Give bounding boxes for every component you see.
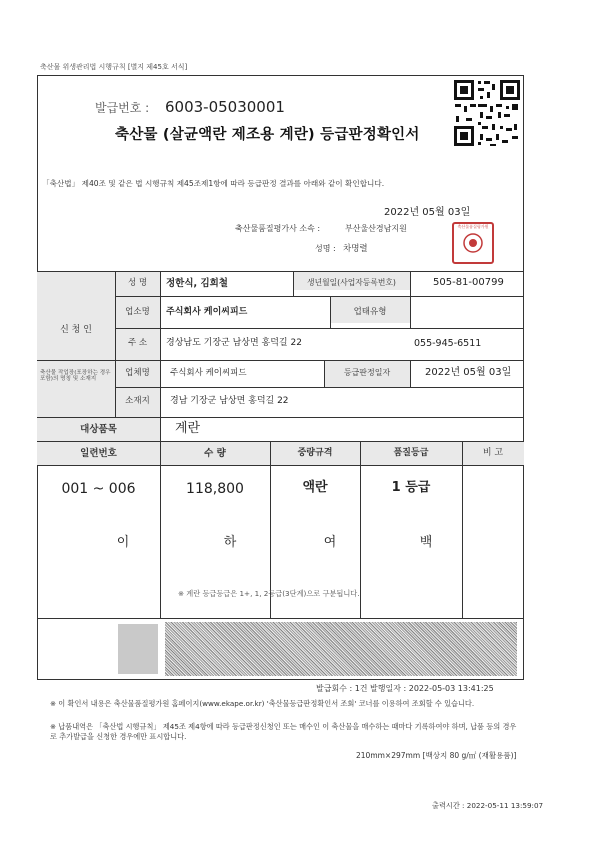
footnote-2: ※ 납품내역은 「축산법 시행규칙」 제45조 제4항에 따라 등급판정신청인 또는 매수인 이 축산물을 매수하는 때마다 기록하여야 하며, 납품 등의 경우로 추가발급을 신청한 경우에만 표시합니다. <box>50 722 517 742</box>
address-label: 주 소 <box>127 338 148 348</box>
seal-mark-icon <box>454 224 492 262</box>
footnote-1: ※ 이 확인서 내용은 축산물품질평가원 홈페이지(www.ekape.or.kr) '축산물등급판정확인서 조회' 코너를 이용하여 조회할 수 있습니다. <box>50 699 475 708</box>
location-value: 경남 기장군 남상면 홍덕길 22 <box>170 396 289 406</box>
birth-value: 505-81-00799 <box>433 277 504 288</box>
form-header: 축산물 위생관리법 시행규칙 [별지 제45호 서식] <box>40 63 188 71</box>
item-label: 대상품목 <box>80 424 117 435</box>
seal-text: 축산물품질평가원 <box>457 224 489 229</box>
grader-name-label: 성명 : <box>315 244 336 253</box>
business-label: 업소명 <box>125 307 150 317</box>
col-header-serial: 일련번호 <box>80 448 117 459</box>
phone-value: 055-945-6511 <box>414 338 482 349</box>
row-quantity: 118,800 <box>186 481 244 497</box>
business-type-label: 업태유형 <box>353 307 387 317</box>
official-seal <box>452 222 494 264</box>
page-title: 축산물 (살균액란 제조용 계란) 등급판정확인서 <box>115 127 420 143</box>
applicant-name: 정한식, 김희철 <box>166 278 228 289</box>
print-time: 출력시간 : 2022-05-11 13:59:07 <box>432 801 544 810</box>
name-label: 성 명 <box>127 278 148 288</box>
row-grade: 1 등급 <box>391 480 431 495</box>
blank-marker-3: 여 <box>323 535 337 550</box>
grade-note: ※ 계란 등급등급은 1+, 1, 2등급(3단계)으로 구분됩니다. <box>178 589 360 598</box>
paper-spec: 210mm×297mm [백상지 80 g/㎡ (재활용품)] <box>356 751 517 760</box>
address-value: 경상남도 기장군 남상면 홍덕길 22 <box>166 338 302 348</box>
col-header-note: 비 고 <box>482 448 504 458</box>
blank-marker-4: 백 <box>419 535 433 550</box>
facility-name: 주식회사 케이씨피드 <box>170 368 247 378</box>
birth-label: 생년월일(사업자등록번호) <box>307 278 396 287</box>
grader-affiliation: 부산울산경남지원 <box>345 224 407 233</box>
qr-code <box>452 78 522 148</box>
row-serial: 001 ~ 006 <box>61 481 136 497</box>
security-pattern <box>165 622 517 676</box>
location-label: 소재지 <box>125 396 150 406</box>
applicant-section-label: 신 청 인 <box>60 325 92 335</box>
col-header-weight: 중량규격 <box>297 448 333 458</box>
col-header-grade: 품질등급 <box>393 448 429 458</box>
grader-name: 차명렬 <box>343 244 368 254</box>
col-header-quantity: 수 량 <box>204 448 226 459</box>
issue-number-label: 발급번호 : <box>95 101 150 115</box>
stamp-image <box>118 624 158 674</box>
grading-date-label: 등급판정일자 <box>343 368 391 377</box>
issue-number: 6003-05030001 <box>165 98 285 116</box>
item-value: 계란 <box>175 421 201 436</box>
business-name: 주식회사 케이씨피드 <box>166 307 248 317</box>
blank-marker-1: 이 <box>116 535 130 550</box>
row-weight: 액란 <box>302 480 328 495</box>
issue-date: 2022년 05월 03일 <box>384 207 471 218</box>
issue-info: 발급회수 : 1건 발행일자 : 2022-05-03 13:41:25 <box>316 684 494 693</box>
grader-affiliation-label: 축산물품질평가사 소속 : <box>235 224 321 233</box>
facility-section-label: 축산물 작업장(포장하는 경우 포함)의 명칭 및 소재지 <box>40 370 111 383</box>
grading-date: 2022년 05월 03일 <box>425 367 512 378</box>
intro-text: 「축산법」 제40조 및 같은 법 시행규칙 제45조제1항에 따라 등급판정 결과를 아래와 같이 확인합니다. <box>42 179 385 188</box>
blank-marker-2: 하 <box>223 535 237 550</box>
facility-name-label: 업체명 <box>125 368 150 378</box>
